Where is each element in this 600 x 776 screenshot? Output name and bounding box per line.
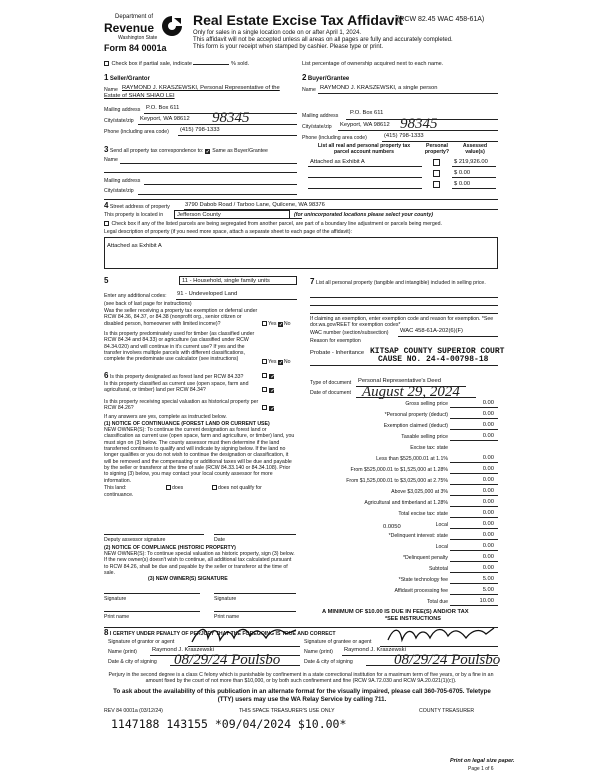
tax-corr-label: Send all property tax correspondence to:	[109, 148, 204, 154]
no-label: No	[283, 321, 291, 327]
tax-row-value[interactable]: 0.00	[482, 488, 494, 494]
additional-codes-value[interactable]: 91 - Undeveloped Land	[177, 291, 238, 297]
buyer-heading: Buyer/Grantee	[307, 76, 350, 82]
tax-row-label: *Delinquent penalty	[403, 555, 448, 561]
doc-type-value[interactable]: Personal Representative's Deed	[358, 378, 441, 384]
see-back-note: (see back of last page for instructions)	[104, 301, 192, 307]
tax-row-label: Local	[435, 544, 448, 550]
does-not-label: does not qualify for	[218, 485, 262, 491]
parcel-table	[302, 143, 498, 195]
seller-zip-handwritten: 98345	[212, 110, 250, 126]
seller-phone-value[interactable]: (415) 798-1333	[180, 127, 220, 133]
county-note: (for unincorporated locations please select your county)	[294, 212, 433, 218]
county-select[interactable]: Jefferson County	[174, 210, 290, 219]
new-owner-print-label-2: Print name	[214, 614, 240, 620]
dept-line: Department of	[115, 14, 154, 20]
reason-value[interactable]: Probate - Inheritance	[310, 350, 365, 356]
timber-no-checkbox[interactable]: ✓	[278, 360, 284, 366]
timber-yes-checkbox[interactable]	[262, 359, 267, 364]
grantee-signature-label: Signature of grantee or agent	[304, 639, 372, 645]
doc-date-value[interactable]: August 29, 2024	[362, 384, 460, 400]
tax-row	[310, 508, 498, 519]
personal-property-section	[310, 277, 505, 400]
partial-sale-label: Check box if partial sale, indicate	[111, 61, 192, 67]
tax-row-label: Subtotal	[428, 566, 448, 572]
continuance-label: continuance.	[104, 492, 134, 498]
segregation-label: Check box if any of the listed parcels are being segregated from another parcel, are part of a boundary line adjustment or parcels being merged.	[111, 221, 442, 227]
seller-name-value-2[interactable]: Estate of SHAN SHIAO LEI	[104, 93, 175, 99]
dept-name: Revenue	[104, 21, 155, 35]
forest-no-checkbox[interactable]: ✓	[270, 374, 275, 380]
tax-row-label: Gross selling price	[405, 401, 448, 407]
notice-continuance-body: NEW OWNER(S): To continue the current designation as forest land or classification as current use (open space, farm and agriculture, or timber) land, you must sign on (3) below. The county assessor must then determine if the land transferred continues to qualify and will indicate by signing below. If the land no longer qualifies or you do not wish to continue the designation or classification, it will be removed and the compensating or additional taxes will be due and payable by the seller or transferor at the time of sale (RCW 84.33.140 or 84.34.108). Prior to signing (3) below, you may contact your local county assessor for more information.	[104, 427, 295, 484]
grantor-name-value[interactable]: Raymond J. Kraszewski	[152, 647, 214, 653]
partial-sold-label: % sold.	[231, 61, 250, 67]
grantor-name-label: Name (print)	[108, 649, 137, 655]
grantor-signature-label: Signature of grantor or agent	[108, 639, 175, 645]
partial-sale-row	[104, 61, 249, 68]
seller-mail-label: Mailing address	[104, 107, 141, 113]
county-label: This property is located in	[104, 212, 164, 218]
grantor-date-label: Date & city of signing	[108, 659, 157, 665]
tax-row-value[interactable]: 0.00	[482, 543, 494, 549]
tax-row-value[interactable]: 0.00	[482, 532, 494, 538]
dor-swoosh-icon	[161, 15, 183, 37]
tax-row-label: Total due	[426, 599, 448, 605]
tax-row-value[interactable]: 0.00	[482, 400, 494, 406]
treasurer-stamp: 1147188 143155 *09/04/2024 $10.00*	[111, 717, 347, 731]
tax-calculation-table	[310, 398, 498, 608]
list-percentage-note: List percentage of ownership acquired next to each name.	[302, 61, 444, 67]
assessed-value[interactable]: $ 0.00	[454, 181, 471, 187]
tax-row-label: *Personal property (deduct)	[384, 412, 448, 418]
tax-row	[310, 398, 498, 409]
personal-property-checkbox[interactable]	[433, 181, 440, 188]
grantee-signature[interactable]	[386, 624, 496, 646]
exemption-instruction: If claiming an exemption, enter exemption code and reason for exemption. *See dor.wa.gov/REET for exemption codes*	[310, 316, 494, 329]
notice-compliance-title: (2) NOTICE OF COMPLIANCE (HISTORIC PROPERTY)	[104, 545, 236, 551]
doc-type-label: Type of document	[310, 380, 352, 386]
tax-row	[310, 563, 498, 574]
minimum-due-note: A MINIMUM OF $10.00 IS DUE IN FEE(S) AND/OR TAX	[322, 609, 469, 615]
section-7-number: 7	[310, 277, 315, 286]
tax-row-label: Taxable selling price	[401, 434, 448, 440]
tax-row	[310, 486, 498, 497]
tax-row-value[interactable]: 10.00	[479, 598, 494, 604]
seller-heading: Seller/Grantor	[109, 76, 150, 82]
dept-state: Washington State	[118, 35, 158, 41]
forest-yes-no	[262, 373, 275, 379]
tax-row-label: Above $3,025,000 at 3%	[391, 489, 448, 495]
tax-row-label: Agricultural and timberland at 1.28%	[364, 500, 448, 506]
doc-date-label: Date of document	[310, 390, 351, 396]
tax-row-label: Total excise tax: state	[398, 511, 448, 517]
exemption-yes-checkbox[interactable]	[262, 321, 267, 326]
tax-row-label: From $1,525,000.01 to $3,025,000 at 2.75%	[346, 478, 448, 484]
tax-row-label: Excise tax: state	[410, 445, 448, 451]
tax-row-value[interactable]: 0.00	[482, 411, 494, 417]
grantee-name-value[interactable]: Raymond J. Kraszewski	[344, 647, 406, 653]
page-title: Real Estate Excise Tax Affidavit	[193, 12, 404, 28]
tax-row-label: Less than $525,000.01 at 1.1%	[376, 456, 448, 462]
tax-row-value[interactable]: 0.00	[482, 477, 494, 483]
tax-corr-name-label: Name	[104, 157, 118, 163]
section-8-number: 8	[104, 628, 109, 637]
tax-row-value[interactable]: 0.00	[482, 433, 494, 439]
tax-row-value[interactable]: 0.00	[482, 466, 494, 472]
current-use-yes-checkbox[interactable]	[262, 387, 267, 392]
yes-label: Yes	[268, 321, 277, 327]
wac-value[interactable]: WAC 458-61A-202(6)(F)	[400, 328, 463, 334]
personal-property-checkbox[interactable]	[433, 159, 440, 166]
seller-phone-label: Phone (including area code)	[104, 129, 169, 135]
forest-question: Is this property designated as forest land per RCW 84.33?	[109, 374, 244, 380]
tax-row	[310, 420, 498, 431]
parcel-header-personal: Personal property?	[424, 143, 450, 156]
buyer-city-value[interactable]: Keyport, WA 98612	[340, 122, 390, 128]
legal-description-label: Legal description of property (if you need more space, attach a separate sheet to each page of the affidavit):	[104, 229, 352, 235]
grantee-name-label: Name (print)	[304, 649, 333, 655]
tax-row-label: *State technology fee	[398, 577, 448, 583]
legal-description-field[interactable]	[104, 237, 498, 269]
buyer-mail-label: Mailing address	[302, 113, 339, 119]
does-not-checkbox[interactable]	[212, 485, 217, 490]
notice-compliance-body: NEW OWNER(S): To continue special valuation as historic property, sign (3) below. If the new owner(s) doesn't wish to continue, all additional tax calculated pursuant to RCW 84.26, shall be due and payable by the seller or transferor at the time of sale.	[104, 551, 295, 577]
new-owner-signature-title: (3) NEW OWNER(S) SIGNATURE	[148, 576, 228, 582]
buyer-city-label: City/state/zip	[302, 124, 332, 130]
if-any-note: If any answers are yes, complete as instructed below.	[104, 414, 227, 420]
section-5-number: 5	[104, 276, 109, 285]
personal-property-checkbox[interactable]	[433, 170, 440, 177]
tax-row	[310, 475, 498, 486]
grantee-date-value[interactable]: 08/29/24 Poulsbo	[394, 652, 501, 668]
does-label: does	[172, 485, 184, 491]
location-section	[104, 201, 498, 269]
parcel-number[interactable]: Attached as Exhibit A	[310, 159, 365, 165]
land-use-section	[104, 276, 298, 366]
tax-row	[310, 409, 498, 420]
new-owner-signature-label: Signature	[104, 596, 127, 602]
section-6-number: 6	[104, 371, 109, 380]
tax-row	[310, 431, 498, 442]
grantor-signature[interactable]	[190, 624, 298, 646]
tax-row	[310, 464, 498, 475]
tax-row	[310, 585, 498, 596]
seller-city-value[interactable]: Keyport, WA 98612	[140, 116, 190, 122]
title-rcw: (RCW 82.45 WAC 458-61A)	[397, 16, 485, 23]
county-treasurer-label: COUNTY TREASURER	[419, 708, 475, 714]
court-name[interactable]: KITSAP COUNTY SUPERIOR COURT	[370, 347, 505, 356]
tax-row	[310, 552, 498, 563]
tax-row-label: Affidavit processing fee	[394, 588, 448, 594]
section-2-number: 2	[302, 73, 307, 82]
segregation-checkbox[interactable]	[104, 221, 109, 226]
tax-corr-mail-label: Mailing address	[104, 178, 141, 184]
assessed-value[interactable]: $ 219,926.00	[454, 159, 488, 165]
tax-row	[310, 541, 498, 552]
tax-row	[310, 519, 498, 530]
tax-row-label: Local	[435, 522, 448, 528]
buyer-zip-handwritten: 98345	[400, 116, 438, 132]
tax-row	[310, 574, 498, 585]
treasurer-use-label: THIS SPACE TREASURER'S USE ONLY	[239, 708, 335, 714]
seller-city-label: City/state/zip	[104, 118, 134, 124]
tax-correspondence-section	[104, 145, 297, 195]
buyer-phone-label: Phone (including area code)	[302, 135, 367, 141]
header-note-1: Only for sales in a single location code on or after April 1, 2024.	[193, 30, 362, 36]
tax-row-value[interactable]: 0.00	[482, 499, 494, 505]
current-use-no-checkbox[interactable]: ✓	[270, 388, 275, 394]
reason-label: Reason for exemption	[310, 338, 361, 344]
seller-section	[104, 73, 297, 140]
page-number: Page 1 of 6	[468, 766, 494, 772]
seller-name-label: Name	[104, 87, 118, 93]
exemption-no-checkbox[interactable]: ✓	[278, 322, 284, 328]
header-note-2: This affidavit will not be accepted unless all areas on all pages are fully and accurately completed.	[193, 37, 453, 43]
additional-codes-label: Enter any additional codes:	[104, 293, 167, 299]
legal-description-value: Attached as Exhibit A	[107, 243, 162, 249]
street-label: Street address of property	[109, 204, 170, 210]
tax-row-label: Exemption claimed (deduct)	[383, 423, 448, 429]
tax-row-value[interactable]: 0.00	[482, 455, 494, 461]
personal-property-label: List all personal property (tangible and intangible) included in selling price.	[315, 280, 486, 286]
seller-name-value[interactable]: RAYMOND J. KRASZEWSKI, Personal Representative of the	[122, 85, 280, 91]
does-checkbox[interactable]	[166, 485, 171, 490]
tax-row-label: From $525,000.01 to $1,525,000 at 1.28%	[350, 467, 448, 473]
historic-question: Is this property receiving special valuation as historical property per RCW 84.26?	[104, 399, 259, 412]
local-rate: 0.0050	[383, 524, 401, 530]
same-as-buyer-label: Same as Buyer/Grantee	[212, 148, 268, 154]
tax-row-value[interactable]: 0.00	[482, 510, 494, 516]
tax-row	[310, 453, 498, 464]
exemption-yes-no	[262, 321, 291, 327]
form-number: Form 84 0001a	[104, 43, 167, 53]
street-value[interactable]: 3790 Dabob Road / Tarboo Lane, Quilcene, WA 98376	[185, 202, 325, 208]
header-note-3: This form is your receipt when stamped by cashier. Please type or print.	[193, 44, 384, 50]
historic-no-checkbox[interactable]: ✓	[270, 406, 275, 412]
exemption-question: Was the seller receiving a property tax exemption or deferral under RCW 84.36, 84.37, or 84.38 (nonprofit org., senior citizen or disabled person, homeowner with limited income)?	[104, 308, 258, 327]
tax-row	[310, 596, 498, 607]
grantee-signature-scribble	[386, 624, 496, 646]
tax-row-value[interactable]: 5.00	[482, 587, 494, 593]
historic-yes-no	[262, 405, 275, 411]
buyer-phone-value[interactable]: (415) 798-1333	[384, 133, 424, 139]
historic-yes-checkbox[interactable]	[262, 405, 267, 410]
deputy-date-label: Date	[214, 537, 225, 543]
this-land-label: This land:	[104, 485, 127, 491]
new-owner-signature-label-2: Signature	[214, 596, 237, 602]
alt-format-notice: To ask about the availability of this publication in an alternate format for the visually impaired, please call 360-705-6705. Teletype (TTY) users may use the WA Relay Service by calling 711.	[113, 688, 491, 703]
buyer-mail-value[interactable]: P.O. Box 611	[350, 110, 384, 116]
new-owner-print-label: Print name	[104, 614, 130, 620]
parcel-header-accounts: List all real and personal property tax parcel account numbers	[317, 143, 411, 156]
parcel-header-assessed: Assessed value(s)	[462, 143, 488, 156]
tax-row-value[interactable]: 0.00	[482, 565, 494, 571]
current-use-question: Is this property classified as current use (open space, farm and agricultural, or timber) land per RCW 84.34?	[104, 381, 249, 394]
cause-number[interactable]: CAUSE NO. 24-4-00798-18	[378, 355, 489, 364]
tax-row-value[interactable]: 0.00	[482, 521, 494, 527]
section-3-number: 3	[104, 145, 109, 154]
tax-corr-city-label: City/state/zip	[104, 188, 134, 194]
certification-section	[104, 628, 501, 670]
buyer-section	[302, 73, 498, 140]
perjury-notice	[104, 672, 498, 685]
grantee-date-label: Date & city of signing	[304, 659, 353, 665]
no-label: No	[283, 359, 291, 365]
designation-section	[104, 371, 298, 633]
buyer-name-value[interactable]: RAYMOND J. KRASZEWSKI, a single person	[320, 85, 438, 91]
assessed-value[interactable]: $ 0.00	[454, 170, 471, 176]
land-use-select[interactable]: 11 - Household, single family units	[179, 276, 297, 285]
perjury-text: Perjury in the second degree is a class C felony which is punishable by confinement in a state correctional institution for a maximum term of five years, or by a fine in an amount fixed by the court of not more than $10,000, or by both such confinement and fine (RCW 9A.72.030 and RCW 9A.20.021(1)(c)).	[108, 672, 494, 685]
notice-continuance-title: (1) NOTICE OF CONTINUANCE (FOREST LAND OR CURRENT USE)	[104, 421, 270, 427]
yes-label: Yes	[268, 359, 277, 365]
tax-row-value[interactable]: 0.00	[482, 554, 494, 560]
section-4-number: 4	[104, 201, 109, 210]
same-as-buyer-checkbox[interactable]: ✓	[205, 149, 210, 155]
tax-row	[310, 530, 498, 541]
timber-yes-no	[262, 359, 291, 365]
grantor-signature-scribble	[190, 624, 298, 646]
section-1-number: 1	[104, 73, 109, 82]
partial-sale-checkbox[interactable]	[104, 61, 109, 66]
revision-label: REV 84 0001a (03/12/24)	[104, 708, 163, 714]
buyer-name-label: Name	[302, 87, 316, 93]
see-instructions-note: *SEE INSTRUCTIONS	[385, 616, 441, 622]
tax-row-value[interactable]: 0.00	[482, 422, 494, 428]
tax-row-value[interactable]: 5.00	[482, 576, 494, 582]
dor-logo	[104, 13, 186, 53]
tax-row	[310, 497, 498, 508]
deputy-assessor-label: Deputy assessor signature	[104, 537, 166, 543]
forest-yes-checkbox[interactable]	[262, 373, 267, 378]
tax-row-label: *Delinquent interest: state	[388, 533, 448, 539]
tax-row	[310, 442, 498, 453]
grantor-date-value[interactable]: 08/29/24 Poulsbo	[174, 652, 281, 668]
timber-question: Is this property predominately used for timber (as classified under RCW 84.34 and 84.33) or agriculture (as classified under RCW 84.34.020) and will continue in it's current use? If yes and the transfer involves multiple parcels with different classifications, complete the predominate use calculator (see instructions)	[104, 331, 255, 363]
seller-mail-value[interactable]: P.O. Box 611	[146, 105, 180, 111]
current-use-yes-no	[262, 387, 275, 393]
wac-label: WAC number (section/subsection)	[310, 330, 389, 336]
certify-statement: I CERTIFY UNDER PENALTY OF PERJURY THAT THE FOREGOING IS TRUE AND CORRECT	[109, 631, 336, 637]
legal-paper-note: Print on legal size paper.	[450, 758, 515, 764]
